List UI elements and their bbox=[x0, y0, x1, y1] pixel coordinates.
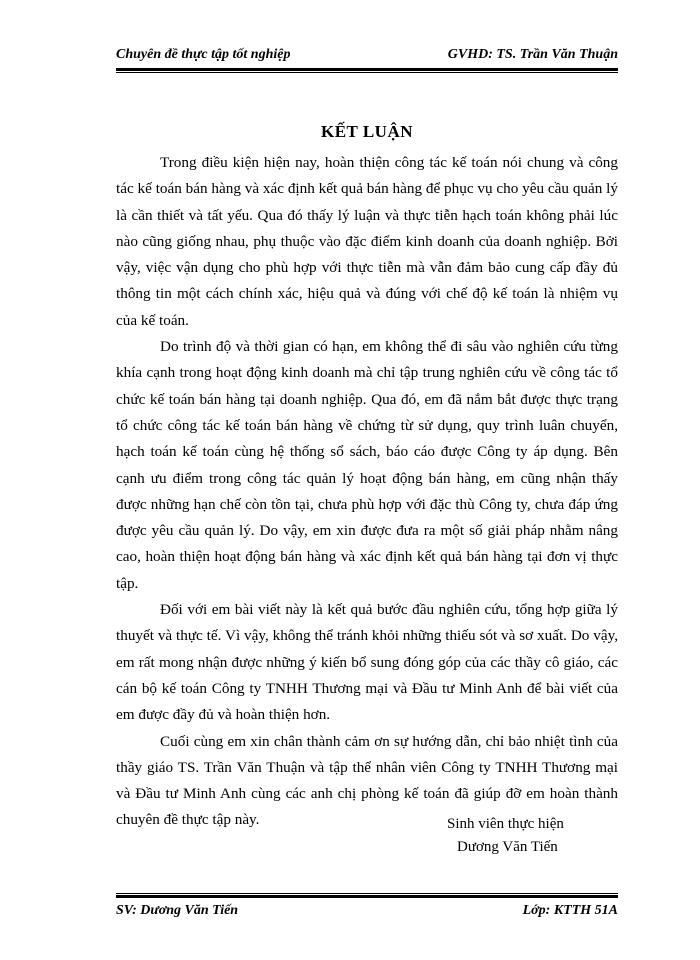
paragraph-2: Do trình độ và thời gian có hạn, em không thể đi sâu vào nghiên cứu từng khía cạnh trong hoạt động kinh doanh mà chỉ tập trung nghiên cứu về công tác tổ chức kế toán bán hàng tại doanh nghiệp. Qua đó, em đã nắm bắt được thực trạng tổ chức công tác kế toán bán hàng về chứng từ sử dụng, quy trình luân chuyển, hạch toán kế toán cùng hệ thống sổ sách, báo cáo được Công ty áp dụng. Bên cạnh ưu điểm trong công tác quản lý hoạt động bán hàng, em cũng nhận thấy được những hạn chế còn tồn tại, chưa phù hợp với đặc thù Công ty, chưa đáp ứng được yêu cầu quản lý. Do vậy, em xin được đưa ra một số giải pháp nhằm nâng cao, hoàn thiện hoạt động bán hàng và xác định kết quả bán hàng tại đơn vị thực tập. bbox=[116, 338, 618, 592]
page-header bbox=[116, 44, 618, 66]
page-footer bbox=[116, 902, 618, 922]
signature-name: Dương Văn Tiến bbox=[457, 839, 558, 855]
footer-rule bbox=[116, 893, 618, 898]
page-title: KẾT LUẬN bbox=[320, 122, 413, 141]
conclusion-body bbox=[116, 150, 618, 834]
paragraph-3: Đối với em bài viết này là kết quả bước đầu nghiên cứu, tổng hợp giữa lý thuyết và thực tế. Vì vậy, không thể tránh khỏi những thiếu sót và sơ xuất. Do vậy, em rất mong nhận được những ý kiến bổ sung đóng góp của các thầy cô giáo, các cán bộ kế toán Công ty TNHH Thương mại và Đầu tư Minh Anh để bài viết của em được đầy đủ và hoàn thiện hơn. bbox=[116, 601, 618, 724]
paragraph-1: Trong điều kiện hiện nay, hoàn thiện công tác kế toán nói chung và công tác kế toán bán hàng và xác định kết quả bán hàng để phục vụ cho yêu cầu quản lý là cần thiết và tất yếu. Qua đó thấy lý luận và thực tiễn hạch toán không phải lúc nào cũng giống nhau, phụ thuộc vào đặc điểm kinh doanh của doanh nghiệp. Bởi vậy, việc vận dụng cho phù hợp với thực tiễn mà vẫn đảm bảo cung cấp đầy đủ thông tin một cách chính xác, hiệu quả và đúng với chế độ kế toán là nhiệm vụ của kế toán. bbox=[116, 154, 618, 329]
footer-class: Lớp: KTTH 51A bbox=[522, 903, 618, 918]
signature-block bbox=[447, 813, 618, 859]
header-supervisor: GVHD: TS. Trần Văn Thuận bbox=[447, 47, 618, 62]
header-rule bbox=[116, 68, 618, 73]
header-report-title: Chuyên đề thực tập tốt nghiệp bbox=[116, 47, 291, 62]
paragraph-4: Cuối cùng em xin chân thành cảm ơn sự hướng dẫn, chỉ bảo nhiệt tình của thầy giáo TS. Trần Văn Thuận và tập thể nhân viên Công ty TNHH Thương mại và Đầu tư Minh Anh cùng các anh chị phòng kế toán đã giúp đỡ em hoàn thành chuyên đề thực tập này. bbox=[116, 732, 618, 829]
signature-role: Sinh viên thực hiện bbox=[447, 816, 564, 832]
footer-student: SV: Dương Văn Tiến bbox=[116, 903, 239, 918]
